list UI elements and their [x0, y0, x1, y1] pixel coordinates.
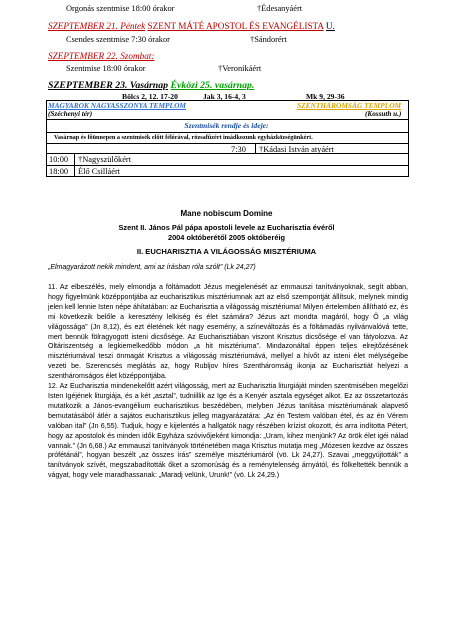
divider: [46, 165, 409, 166]
church-right-sub: (Kossuth u.): [365, 110, 402, 118]
church-right-name: SZENTHÁROMSÁG TEMPLOM: [297, 101, 402, 110]
date-label: SZEPTEMBER 23. Vasárnap: [48, 80, 169, 91]
section-heading: II. EUCHARISZTIA A VILÁGOSSÁG MISZTÉRIUMA: [136, 247, 317, 256]
article-subtitle: 2004 októberétől 2005 októberéig: [167, 233, 286, 242]
divider: [46, 143, 409, 144]
mass-intention: †Édesanyáért: [257, 4, 303, 13]
reading-gospel: Mk 9, 29-36: [306, 92, 345, 101]
mass-order-title: Szentmisék rendje és ideje:: [184, 121, 269, 130]
left-church-time: 10:00: [49, 155, 69, 164]
date-heading-sep22: SZEPTEMBER 22. Szombat:: [48, 51, 155, 61]
paragraph-11: 11. Az elbeszélés, mely elmondja a föltámadott Jézus megjelenését az emmauszi tanítványoknak, segít abban, hogy figyelmünk középpontjába az eucharisztikus misztériumnak azt az első szempontját állítsuk, melynek mindig jelen kell lennie Isten népe áhítatában: az Eucharisztia a világosság misztériuma! Milyen értelemben állítható ez, és mi következik belőle a keresztény lelkiség és élet számára? Jézus azt mondta magáról, hogy Ő „a világ világossága” (Jn 8,12), és ezt életének két nagy esemény, a színeváltozás és a föltámadás nyilvánvalóvá tette, mert bennük fölragyogott isteni dicsősége. Az Eucharisztiában viszont Krisztus dicsősége el van fátyolozva. Az Oltáriszentség a legkiemelkedőbb módon „a hit misztériuma”. Mindazonáltal éppen teljes elrejtőzésének misztériumával teszi önmagát Krisztus a világosság misztériumává, mellyel a hívőt az isteni élet mélységeibe vezeti be. Szerencsés meglátás az, hogy Rubljov híres Szentháromság ikonja az Eucharisztiát helyezi a szentháromságos élet középpontjába.: [48, 284, 408, 381]
divider: [46, 119, 409, 120]
mass-time: Szentmise 18:00 órakor: [66, 64, 146, 73]
church-left-sub: (Széchenyi tér): [48, 110, 93, 118]
article-subtitle: Szent II. János Pál pápa apostoli levele az Eucharisztia évéről: [118, 223, 335, 232]
mass-intention: †Sándorért: [250, 35, 287, 44]
mass-line-orgonas: [66, 4, 174, 13]
date-heading-sep21: [48, 21, 335, 31]
feast-rank: U.: [325, 21, 335, 31]
divider: [255, 143, 256, 153]
left-church-time: 18:00: [49, 167, 69, 176]
mass-intention: †Veronikáért: [218, 64, 262, 73]
section-quote: „Elmagyarázott nekik mindent, ami az írásban róla szólt” (Lk 24,27): [48, 264, 256, 271]
divider: [46, 153, 409, 154]
mass-time: Orgonás szentmise 18:00 órakor: [66, 4, 175, 13]
reading-second: Jak 3, 16-4, 3: [203, 92, 246, 101]
date-heading-sep23: [48, 80, 254, 91]
feast-label: SZENT MÁTÉ APOSTOL ÉS EVANGÉLISTA: [147, 21, 324, 31]
paragraph-12: 12. Az Eucharisztia mindenekelőtt azért világosság, mert az Eucharisztia liturgiáját minden szentmisében megelőzi Isten Igéjének liturgiája, és a két „asztal”, tudniillik az Ige és a Kenyér asztala egységet alkot. Ez az összetartozás mutatkozik a János-evangélium eucharisztikus beszédében, melyben Jézus tanítása misztériumának alapvető bemutatásából átlér a sajátos eucharisztikus jelleg magyarázatára: „Az én Testem valóban étel, és az én Vérem valóban ital” (Jn 6,55). Tudjuk, hogy e kijelentés a hallgatók nagy részében krízist okozott, és arra indította Pétert, hogy az apostolok és minden idők Egyháza szóvivőjeként kimondja: „Uram, kihez menjünk? Az örök élet igéi nálad vannak.” (Jn 6,68.) Az emmauszi tanítványok történetében maga Krisztus mutatja meg „Mózesen kezdve az összes prófétánál”, hogyan beszélt „az összes írás” személye misztériumáról (vö. Lk 24,27). Szavai „meggyújtották” a tanítványok szívét, megszabadították őket a szomorúság és a reménytelenség árnyától, és fölkeltették bennük a vágyat, hogy vele maradhassanak: „Maradj velünk, Urunk!” (vö. Lk 24,29.): [48, 383, 408, 480]
mass-time: Csendes szentmise 7:30 órakor: [66, 35, 170, 44]
feast-label: Évközi 25. vasárnap.: [170, 80, 255, 91]
article-body: [48, 283, 408, 481]
article-title: Mane nobiscum Domine: [180, 209, 273, 218]
left-church-intention: †Nagyszülőkért: [78, 155, 132, 164]
right-church-intention: †Kádasi István atyáért: [259, 145, 334, 154]
right-church-time: 7:30: [231, 145, 246, 154]
left-church-intention: Élő Csilláért: [78, 167, 121, 176]
church-left-name: MAGYAROK NAGYASSZONYA TEMPLOM: [48, 101, 186, 110]
date-label: SZEPTEMBER 21. Péntek: [48, 21, 146, 31]
divider: [46, 132, 409, 133]
reading-first: Bölcs 2, 12. 17-20: [122, 92, 178, 101]
rosary-notice: Vasárnap és főünnepen a szentmisék előtt félórával, rózsafűzért imádkozunk egyházközségünkért.: [54, 134, 313, 141]
